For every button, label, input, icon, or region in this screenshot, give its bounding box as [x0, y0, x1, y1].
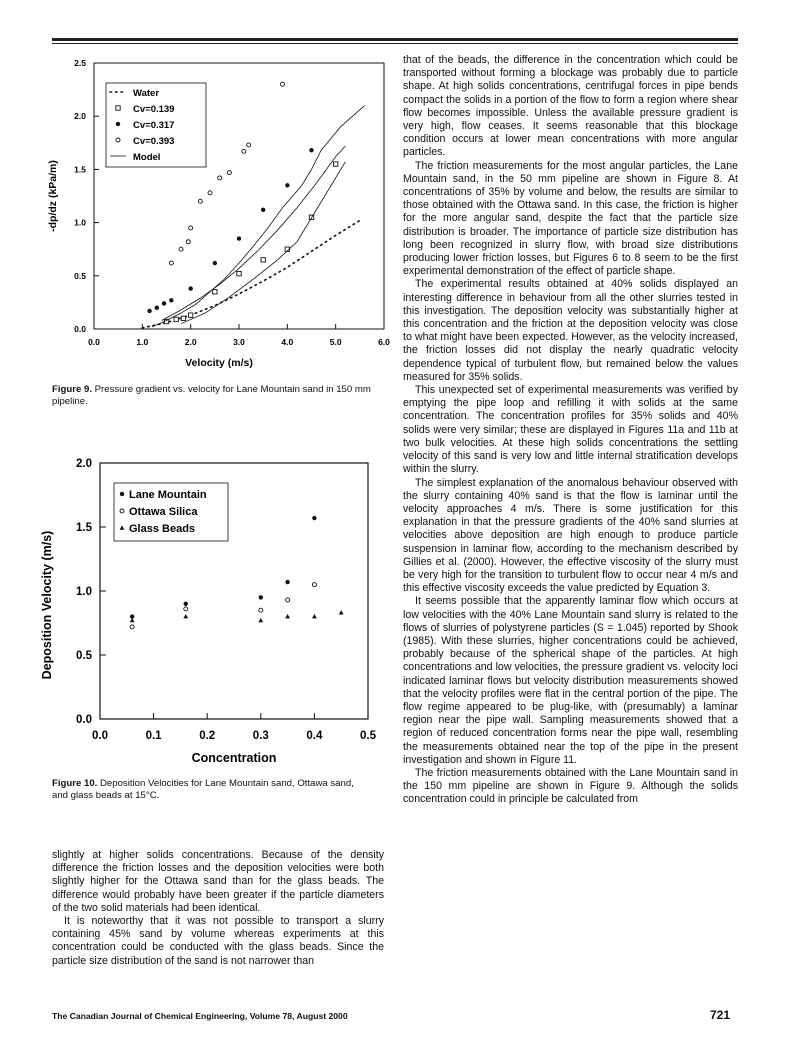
- right-paragraph-3: The experimental results obtained at 40% solids displayed an interesting difference in behaviour from all the other slurries tested in this investigation. The deposition velocity was substantially higher at this concentration and the friction at the deposition velocity was close to what might have been expected. However, as the velocity increased, the friction losses did not display the nearly quadratic velocity dependence typical of turbulent flow, but remained below the values measured for 35% solids.: [403, 278, 738, 383]
- right-paragraph-2: The friction measurements for the most angular particles, the Lane Mountain sand, in the 50 mm pipeline are shown in Figure 8. At concentrations of 35% by volume and below, the results are similar to those obtained with the Ottawa sand. In this case, the friction is higher for the more angular sand, despite the fact that the particle size distribution is broader. The importance of particle size distribution has long been recognized in slurry flow, with broad size distributions producing lower friction losses, but Figures 6 to 8 seem to be the first experimental demonstration of the effect of particle shape.: [403, 159, 738, 278]
- legend-label: Water: [133, 88, 160, 99]
- y-axis-label: -dp/dz (kPa/m): [47, 160, 59, 232]
- x-tick-label: 0.4: [306, 730, 323, 742]
- legend-label: Cv=0.393: [133, 136, 175, 147]
- y-tick-label: 1.0: [74, 217, 86, 228]
- data-point: [339, 610, 344, 614]
- legend-label: Model: [133, 152, 161, 163]
- y-tick-label: 1.5: [74, 164, 86, 175]
- y-axis-label: Deposition Velocity (m/s): [40, 530, 54, 680]
- water-series-line: [142, 220, 360, 327]
- right-paragraph-7: The friction measurements obtained with the Lane Mountain sand in the 150 mm pipeline are shown in Figure 9. Although the solids concentration could in principle be calculated from: [403, 766, 738, 806]
- data-point: [184, 607, 188, 611]
- y-tick-label: 1.5: [76, 522, 92, 534]
- figure-9-caption: [52, 384, 382, 408]
- data-point: [188, 313, 192, 317]
- figure-10-caption-text: Deposition Velocities for Lane Mountain sand, Ottawa sand, and glass beads at 15°C.: [52, 778, 354, 801]
- y-tick-label: 2.0: [74, 111, 86, 122]
- data-point: [237, 236, 241, 240]
- model-curve: [181, 162, 345, 324]
- right-paragraph-4: This unexpected set of experimental measurements was verified by emptying the pipe loop and refilling it with solids at the same concentration. The concentration profiles for 35% solids and 40% solids were very similar; these are displayed in Figures 11a and 11b at two bulk velocities. At these high solids concentrations the settling velocity of this sand is very low and little internal stratification develops within the slurry.: [403, 384, 738, 476]
- y-tick-label: 0.0: [76, 714, 92, 726]
- x-tick-label: 0.3: [252, 730, 269, 742]
- data-point: [333, 162, 337, 166]
- x-tick-label: 0.0: [92, 730, 108, 742]
- data-point: [285, 580, 289, 584]
- y-tick-label: 0.0: [74, 324, 86, 334]
- data-point: [242, 149, 246, 153]
- data-point: [285, 183, 289, 187]
- data-point: [258, 618, 263, 622]
- y-tick-label: 1.0: [76, 586, 92, 598]
- data-point: [169, 298, 173, 302]
- x-tick-label: 4.0: [281, 337, 294, 347]
- data-point: [208, 191, 212, 195]
- x-tick-label: 0.0: [88, 337, 100, 347]
- data-point: [259, 595, 263, 599]
- x-tick-label: 3.0: [233, 337, 245, 347]
- right-paragraph-5: The simplest explanation of the anomalous behaviour observed with the slurry containing 40% sand is that the flow is laminar until the velocity approaches 4 m/s. There is some justification for this explanation in that the pressure gradients of the 40% sand slurries at velocities above deposition are high enough to produce particle suspension in laminar flow, according to the mechanism described by Gillies et al. (2000). However, the effective viscosity of the slurry must be very high for the transition to turbulent flow to occur near 4 m/s and this effective viscosity exceeds the value predicted by Equation 3.: [403, 476, 738, 595]
- data-point: [188, 286, 192, 290]
- data-point: [237, 271, 241, 275]
- data-point: [169, 261, 173, 265]
- y-tick-label: 0.5: [74, 270, 86, 281]
- figure-10-chart: [30, 455, 390, 775]
- right-paragraph-1: that of the beads, the difference in the concentration which could be transported without forming a blockage was probably due to particle shape. At high solids concentrations, centrifugal forces in pipe bends compact the solids in a portion of the flow to form a region where shear flow becomes impossible. Unless the available pressure gradient is very high, flow ceases. It seems reasonable that this blockage condition occurs at lower mean concentrations with more angular particles.: [403, 54, 738, 159]
- data-point: [130, 618, 135, 622]
- data-point: [312, 516, 316, 520]
- data-point: [181, 316, 185, 320]
- data-point: [227, 171, 231, 175]
- data-point: [213, 290, 217, 294]
- data-point: [155, 306, 159, 310]
- right-column-text: [403, 54, 738, 807]
- x-tick-label: 1.0: [136, 337, 149, 347]
- data-point: [184, 602, 188, 606]
- x-tick-label: 0.5: [360, 730, 376, 742]
- x-tick-label: 0.2: [199, 730, 216, 742]
- data-point: [213, 261, 217, 265]
- legend-swatch: [116, 106, 120, 110]
- figure-9-svg: [40, 55, 390, 385]
- legend-swatch: [116, 122, 120, 126]
- top-rule-thin: [52, 43, 738, 44]
- data-point: [286, 598, 290, 602]
- data-point: [281, 82, 285, 86]
- left-paragraph-2: It is noteworthy that it was not possible to transport a slurry containing 45% sand by volume whereas experiments at this concentration could be conducted with the glass beads. Since the particle size distribution of the sand is not narrower than: [52, 915, 384, 967]
- journal-footer: The Canadian Journal of Chemical Engineering, Volume 78, August 2000: [52, 1011, 348, 1021]
- x-tick-label: 2.0: [184, 337, 197, 347]
- data-point: [259, 608, 263, 612]
- data-point: [218, 176, 222, 180]
- data-point: [174, 317, 178, 321]
- legend-label: Glass Beads: [129, 523, 196, 535]
- legend-label: Ottawa Silica: [129, 506, 198, 518]
- x-axis-label: Concentration: [191, 751, 277, 765]
- figure-10-caption-label: Figure 10.: [52, 778, 98, 789]
- data-point: [183, 614, 188, 618]
- data-point: [189, 226, 193, 230]
- data-point: [285, 614, 290, 618]
- data-point: [312, 583, 316, 587]
- data-point: [312, 614, 317, 618]
- figure-9-chart: [40, 55, 390, 385]
- x-tick-label: 5.0: [329, 337, 342, 347]
- left-paragraph-1: slightly at higher solids concentrations. Because of the density difference the friction losses and the deposition velocities were both slightly higher for the Ottawa sand than for the glass beads. The difference would probably have been greater if the particle diameters of the two solid materials had been identical.: [52, 849, 384, 914]
- data-point: [309, 148, 313, 152]
- y-tick-label: 2.0: [76, 458, 92, 470]
- x-tick-label: 0.1: [145, 730, 162, 742]
- data-point: [162, 301, 166, 305]
- legend-label: Cv=0.317: [133, 120, 175, 131]
- y-tick-label: 0.5: [76, 650, 92, 662]
- legend-swatch: [120, 492, 124, 496]
- x-axis-label: Velocity (m/s): [185, 357, 253, 369]
- page-number: 721: [710, 1008, 731, 1022]
- data-point: [179, 247, 183, 251]
- y-tick-label: 2.5: [74, 58, 86, 68]
- top-rule: [52, 38, 738, 41]
- data-point: [261, 258, 265, 262]
- figure-10-caption: [52, 778, 372, 802]
- data-point: [247, 143, 251, 147]
- legend-swatch: [120, 509, 124, 513]
- x-tick-label: 6.0: [378, 337, 390, 347]
- right-paragraph-6: It seems possible that the apparently laminar flow which occurs at low velocities with the 40% Lane Mountain sand slurry is related to the flows of slurries of polystyrene particles (S = 1.045) reported by Shook (1985). With these slurries, higher concentrations could be achieved, probably because of the spherical shape of the particles. At high concentrations and low velocities, the pressure gradient vs. velocity loci indicated laminar flows but velocity distribution measurements showed that the velocity profiles were flat in the central portion of the pipe. The flow regime appeared to be plug-like, with (presumably) a laminar region near the pipe wall. Sampling measurements showed that a region of reduced concentration forms near the pipe wall, resembling the measurements obtained near the top of the pipe in the present investigation and shown in Figure 11.: [403, 595, 738, 766]
- left-column-text: [52, 849, 384, 968]
- model-curve: [162, 146, 346, 320]
- legend-label: Lane Mountain: [129, 489, 207, 501]
- data-point: [186, 240, 190, 244]
- legend-swatch: [116, 138, 120, 142]
- data-point: [198, 199, 202, 203]
- figure-10-svg: [30, 455, 390, 775]
- data-point: [130, 625, 134, 629]
- legend-label: Cv=0.139: [133, 104, 175, 115]
- data-point: [261, 208, 265, 212]
- figure-9-caption-text: Pressure gradient vs. velocity for Lane Mountain sand in 150 mm pipeline.: [52, 384, 371, 407]
- data-point: [147, 309, 151, 313]
- figure-9-caption-label: Figure 9.: [52, 384, 92, 395]
